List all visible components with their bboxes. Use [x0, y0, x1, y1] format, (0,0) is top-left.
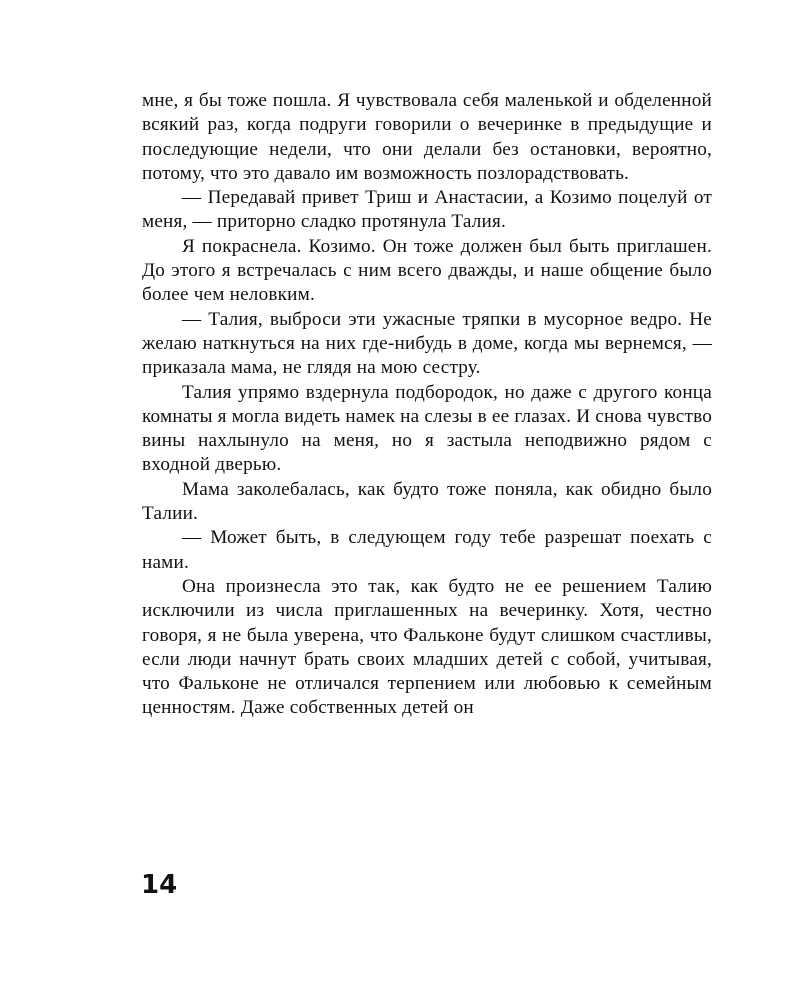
paragraph-6: Мама заколебалась, как будто тоже поняла, как обидно было Талии. [142, 478, 712, 525]
paragraph-3: Я покраснела. Козимо. Он тоже должен был быть приглашен. До этого я встречалась с ним всего дважды, и наше общение было более чем неловким. [142, 235, 712, 306]
paragraph-2: — Передавай привет Триш и Анастасии, а Козимо поцелуй от меня, — приторно сладко протянула Талия. [142, 187, 712, 233]
paragraph-1: мне, я бы тоже пошла. Я чувствовала себя маленькой и обделенной всякий раз, когда подруги говорили о вечеринке в предыдущие и последующие недели, что они делали без остановки, вероятно, потому, что это давало им возможность позлорадствовать. [142, 90, 712, 184]
paragraph-5: Талия упрямо вздернула подбородок, но даже с другого конца комнаты я могла видеть намек на слезы в ее глазах. И снова чувство вины нахлынуло на меня, но я застыла неподвижно рядом с входной дверью. [142, 381, 712, 476]
page-body [142, 89, 712, 721]
paragraph-4: — Талия, выброси эти ужасные тряпки в мусорное ведро. Не желаю наткнуться на них где-нибудь в доме, когда мы вернемся, — приказала мама, не глядя на мою сестру. [142, 308, 712, 379]
paragraph-7: — Может быть, в следующем году тебе разрешат поехать с нами. [142, 527, 712, 573]
page-number: 14 [141, 870, 178, 900]
paragraph-8: Она произнесла это так, как будто не ее решением Талию исключили из числа приглашенных на вечеринку. Хотя, честно говоря, я не была уверена, что Фальконе будут слишком счастливы, если люди начнут брать своих младших детей с собой, учитывая, что Фальконе не отличался терпением или любовью к семейным ценностям. Даже собственных детей он [142, 575, 712, 719]
